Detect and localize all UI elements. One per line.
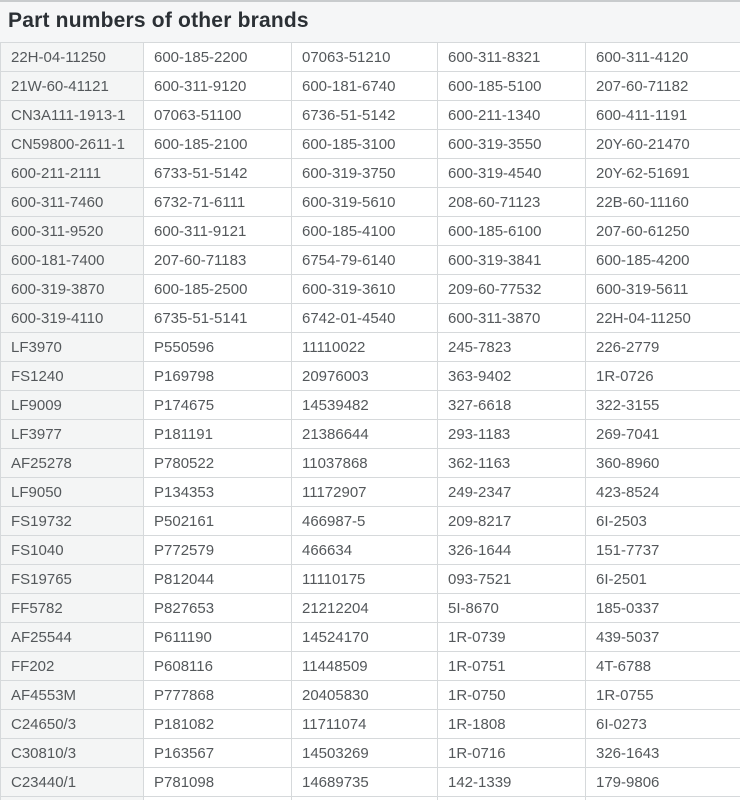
part-number-cell: P781098 xyxy=(144,768,292,797)
part-number-cell: 6736-51-5142 xyxy=(292,101,438,130)
part-number-cell xyxy=(438,797,586,800)
part-number-cell: 600-311-9121 xyxy=(144,217,292,246)
part-number-cell: 11448509 xyxy=(292,652,438,681)
part-number-cell: 600-185-3100 xyxy=(292,130,438,159)
part-number-cell: 600-319-3550 xyxy=(438,130,586,159)
part-number-cell: 600-311-8321 xyxy=(438,43,586,72)
table-row xyxy=(1,652,740,681)
part-number-cell xyxy=(292,797,438,800)
table-row xyxy=(1,536,740,565)
part-number-cell: 1R-0726 xyxy=(586,362,740,391)
table-row xyxy=(1,449,740,478)
part-number-cell: 1R-0716 xyxy=(438,739,586,768)
part-number-cell: 208-60-71123 xyxy=(438,188,586,217)
page-title: Part numbers of other brands xyxy=(8,9,309,32)
table-row xyxy=(1,681,740,710)
part-number-cell: 362-1163 xyxy=(438,449,586,478)
table-row xyxy=(1,594,740,623)
part-number-cell: 6735-51-5141 xyxy=(144,304,292,333)
table-row xyxy=(1,304,740,333)
part-number-cell: 326-1643 xyxy=(586,739,740,768)
part-number-cell: 07063-51100 xyxy=(144,101,292,130)
part-number-cell: 209-8217 xyxy=(438,507,586,536)
part-number-cell: 600-185-2200 xyxy=(144,43,292,72)
part-number-cell xyxy=(586,797,740,800)
table-row xyxy=(1,101,740,130)
part-number-cell: 1R-1808 xyxy=(438,710,586,739)
table-row xyxy=(1,43,740,72)
part-number-cell: 093-7521 xyxy=(438,565,586,594)
part-number-cell: P772579 xyxy=(144,536,292,565)
part-number-cell: 600-319-3870 xyxy=(1,275,144,304)
part-number-cell: 6I-2503 xyxy=(586,507,740,536)
part-number-cell: 600-185-4200 xyxy=(586,246,740,275)
table-row xyxy=(1,391,740,420)
part-number-cell: 20Y-60-21470 xyxy=(586,130,740,159)
part-number-cell: 600-319-3841 xyxy=(438,246,586,275)
part-number-cell: FF5782 xyxy=(1,594,144,623)
table-row xyxy=(1,623,740,652)
part-number-cell: 600-311-7460 xyxy=(1,188,144,217)
part-numbers-table xyxy=(0,42,740,800)
part-number-cell: 600-311-3870 xyxy=(438,304,586,333)
part-number-cell: 6I-2501 xyxy=(586,565,740,594)
part-number-cell: P827653 xyxy=(144,594,292,623)
table-row xyxy=(1,768,740,797)
part-number-cell: 20Y-62-51691 xyxy=(586,159,740,188)
part-number-cell: 600-319-4110 xyxy=(1,304,144,333)
part-number-cell: 249-2347 xyxy=(438,478,586,507)
part-number-cell: 6I-0273 xyxy=(586,710,740,739)
part-number-cell: P777868 xyxy=(144,681,292,710)
part-number-cell: 269-7041 xyxy=(586,420,740,449)
part-number-cell: FF202 xyxy=(1,652,144,681)
part-number-cell: 600-211-1340 xyxy=(438,101,586,130)
part-number-cell: 6742-01-4540 xyxy=(292,304,438,333)
table-row xyxy=(1,246,740,275)
table-row xyxy=(1,478,740,507)
part-number-cell: 600-185-4100 xyxy=(292,217,438,246)
part-number-cell: 600-181-6740 xyxy=(292,72,438,101)
part-number-cell: LF3977 xyxy=(1,420,144,449)
part-number-cell: 151-7737 xyxy=(586,536,740,565)
part-number-cell: 207-60-61250 xyxy=(586,217,740,246)
part-number-cell: 363-9402 xyxy=(438,362,586,391)
part-number-cell: 293-1183 xyxy=(438,420,586,449)
part-number-cell: 600-211-2111 xyxy=(1,159,144,188)
part-number-cell: 5I-8670 xyxy=(438,594,586,623)
part-number-cell: 360-8960 xyxy=(586,449,740,478)
part-number-cell: 1R-0750 xyxy=(438,681,586,710)
part-number-cell: C23440/1 xyxy=(1,768,144,797)
part-number-cell: 423-8524 xyxy=(586,478,740,507)
part-number-cell: P550596 xyxy=(144,333,292,362)
part-number-cell: 600-181-7400 xyxy=(1,246,144,275)
part-number-cell: P608116 xyxy=(144,652,292,681)
part-number-cell: 21386644 xyxy=(292,420,438,449)
part-number-cell: 11172907 xyxy=(292,478,438,507)
part-number-cell: 600-319-5610 xyxy=(292,188,438,217)
part-number-cell: 466987-5 xyxy=(292,507,438,536)
part-number-cell: FS19732 xyxy=(1,507,144,536)
table-row xyxy=(1,797,740,800)
part-number-cell: P163567 xyxy=(144,739,292,768)
part-number-cell: CN3A111-1913-1 xyxy=(1,101,144,130)
table-row xyxy=(1,420,740,449)
part-number-cell xyxy=(1,797,144,800)
page-header xyxy=(0,0,740,42)
table-row xyxy=(1,565,740,594)
part-number-cell: 22B-60-11160 xyxy=(586,188,740,217)
part-number-cell: 207-60-71183 xyxy=(144,246,292,275)
table-row xyxy=(1,362,740,391)
part-number-cell: 326-1644 xyxy=(438,536,586,565)
part-number-cell: 21212204 xyxy=(292,594,438,623)
part-number-cell: 600-319-3610 xyxy=(292,275,438,304)
part-numbers-table-body xyxy=(1,43,740,800)
part-number-cell: AF4553M xyxy=(1,681,144,710)
part-number-cell: 600-311-9520 xyxy=(1,217,144,246)
part-number-cell: 11110022 xyxy=(292,333,438,362)
part-number-cell: 20976003 xyxy=(292,362,438,391)
part-number-cell: 142-1339 xyxy=(438,768,586,797)
part-number-cell: 600-411-1191 xyxy=(586,101,740,130)
part-number-cell: 11711074 xyxy=(292,710,438,739)
part-number-cell: 185-0337 xyxy=(586,594,740,623)
part-number-cell: 245-7823 xyxy=(438,333,586,362)
part-number-cell: C30810/3 xyxy=(1,739,144,768)
part-number-cell: 6733-51-5142 xyxy=(144,159,292,188)
part-number-cell: 439-5037 xyxy=(586,623,740,652)
part-number-cell: P181082 xyxy=(144,710,292,739)
table-row xyxy=(1,275,740,304)
table-row xyxy=(1,159,740,188)
part-number-cell: AF25278 xyxy=(1,449,144,478)
table-row xyxy=(1,130,740,159)
part-number-cell: 600-319-4540 xyxy=(438,159,586,188)
part-number-cell: FS19765 xyxy=(1,565,144,594)
part-number-cell: LF3970 xyxy=(1,333,144,362)
part-number-cell: C24650/3 xyxy=(1,710,144,739)
part-number-cell: 20405830 xyxy=(292,681,438,710)
part-number-cell: FS1040 xyxy=(1,536,144,565)
table-row xyxy=(1,739,740,768)
part-number-cell: FS1240 xyxy=(1,362,144,391)
part-number-cell: LF9050 xyxy=(1,478,144,507)
part-number-cell: 11110175 xyxy=(292,565,438,594)
part-number-cell: 209-60-77532 xyxy=(438,275,586,304)
part-number-cell: P169798 xyxy=(144,362,292,391)
part-number-cell xyxy=(144,797,292,800)
part-number-cell: 466634 xyxy=(292,536,438,565)
part-number-cell: P502161 xyxy=(144,507,292,536)
part-number-cell: 07063-51210 xyxy=(292,43,438,72)
part-number-cell: 600-185-2500 xyxy=(144,275,292,304)
part-number-cell: P174675 xyxy=(144,391,292,420)
table-row xyxy=(1,507,740,536)
part-number-cell: 6754-79-6140 xyxy=(292,246,438,275)
part-number-cell: CN59800-2611-1 xyxy=(1,130,144,159)
part-number-cell: 600-185-5100 xyxy=(438,72,586,101)
table-row xyxy=(1,217,740,246)
part-number-cell: 1R-0739 xyxy=(438,623,586,652)
part-number-cell: LF9009 xyxy=(1,391,144,420)
part-number-cell: P780522 xyxy=(144,449,292,478)
part-number-cell: 4T-6788 xyxy=(586,652,740,681)
part-number-cell: P134353 xyxy=(144,478,292,507)
part-number-cell: P812044 xyxy=(144,565,292,594)
part-number-cell: 207-60-71182 xyxy=(586,72,740,101)
table-row xyxy=(1,333,740,362)
part-number-cell: 322-3155 xyxy=(586,391,740,420)
part-number-cell: 600-319-3750 xyxy=(292,159,438,188)
part-number-cell: 22H-04-11250 xyxy=(1,43,144,72)
table-row xyxy=(1,188,740,217)
part-number-cell: 14539482 xyxy=(292,391,438,420)
part-number-cell: 11037868 xyxy=(292,449,438,478)
part-number-cell: 1R-0751 xyxy=(438,652,586,681)
part-number-cell: P611190 xyxy=(144,623,292,652)
part-number-cell: P181191 xyxy=(144,420,292,449)
part-number-cell: 327-6618 xyxy=(438,391,586,420)
part-number-cell: 226-2779 xyxy=(586,333,740,362)
table-row xyxy=(1,710,740,739)
part-number-cell: 1R-0755 xyxy=(586,681,740,710)
part-number-cell: 179-9806 xyxy=(586,768,740,797)
part-number-cell: 6732-71-6111 xyxy=(144,188,292,217)
part-number-cell: 600-319-5611 xyxy=(586,275,740,304)
part-number-cell: 14524170 xyxy=(292,623,438,652)
table-row xyxy=(1,72,740,101)
part-number-cell: 600-185-2100 xyxy=(144,130,292,159)
part-number-cell: 600-311-9120 xyxy=(144,72,292,101)
part-number-cell: AF25544 xyxy=(1,623,144,652)
part-number-cell: 14689735 xyxy=(292,768,438,797)
part-number-cell: 600-185-6100 xyxy=(438,217,586,246)
part-number-cell: 21W-60-41121 xyxy=(1,72,144,101)
part-number-cell: 600-311-4120 xyxy=(586,43,740,72)
part-number-cell: 22H-04-11250 xyxy=(586,304,740,333)
part-number-cell: 14503269 xyxy=(292,739,438,768)
